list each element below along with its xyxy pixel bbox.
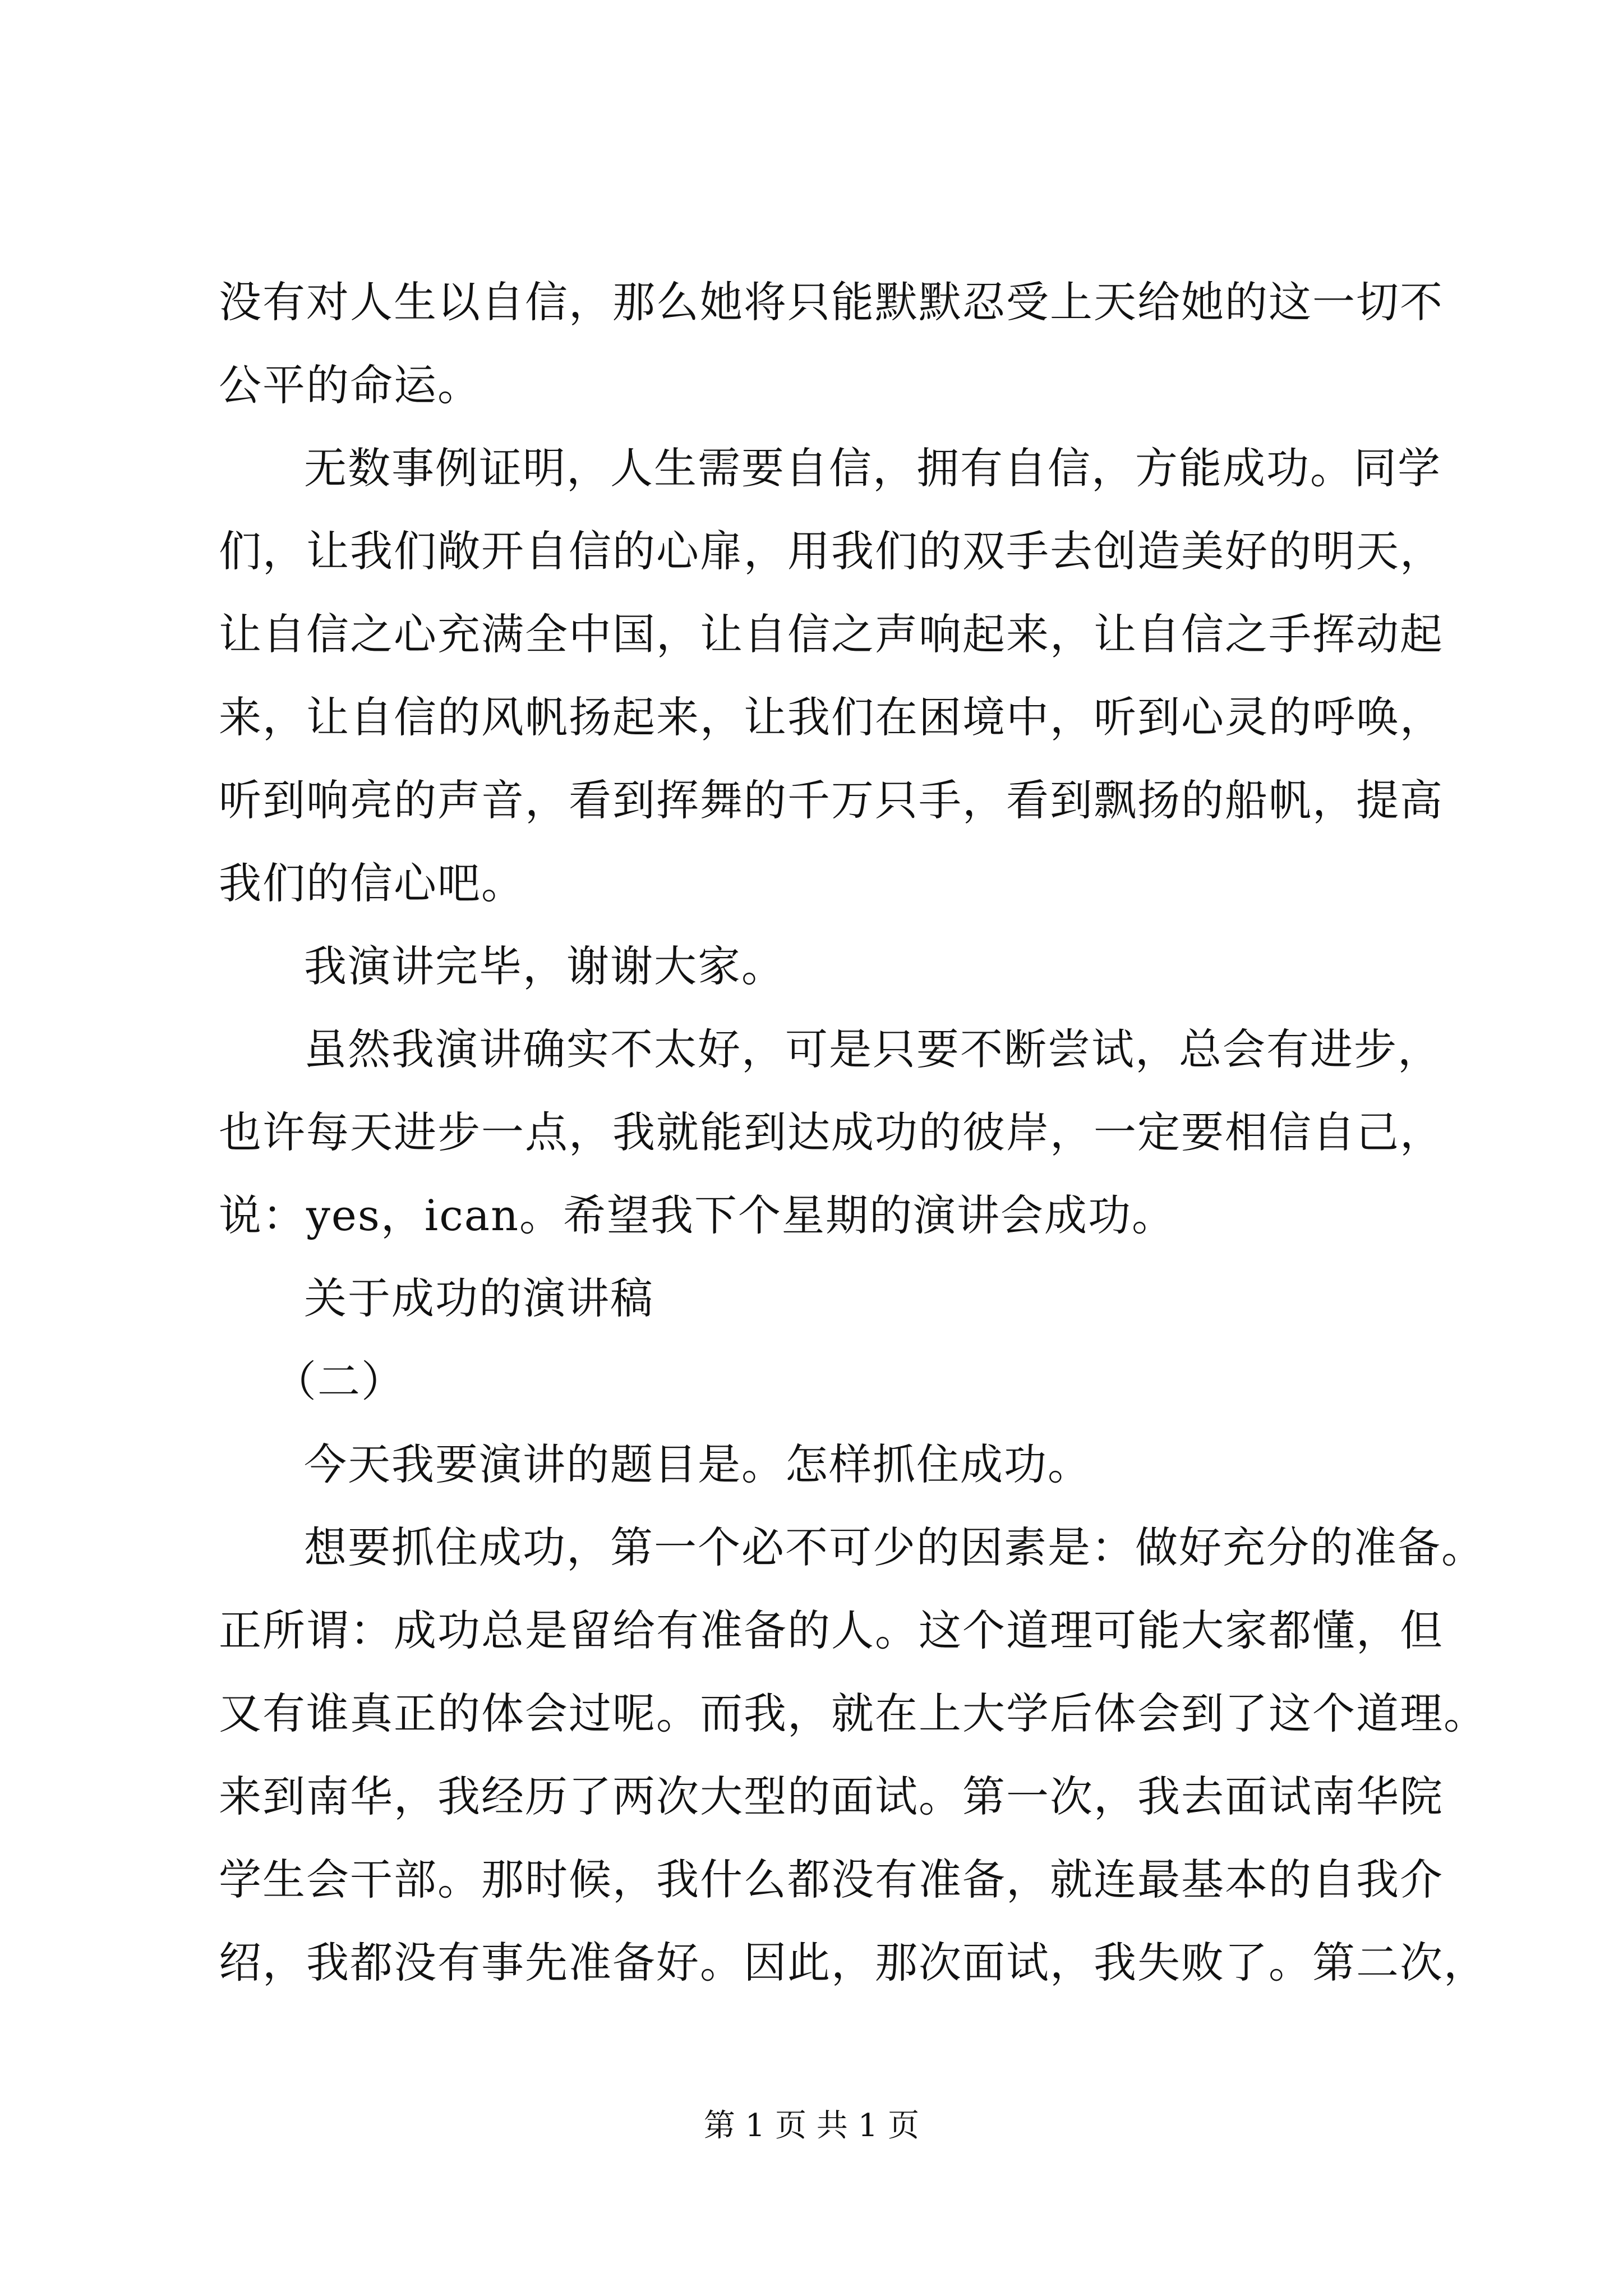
text-line: 绍，我都没有事先准备好。因此，那次面试，我失败了。第二次， bbox=[219, 1938, 1487, 1987]
text-line: 今天我要演讲的题目是。怎样抓住成功。 bbox=[304, 1439, 1091, 1489]
text-line: 虽然我演讲确实不太好，可是只要不断尝试，总会有进步， bbox=[304, 1024, 1441, 1074]
section-heading: 关于成功的演讲稿 bbox=[304, 1273, 654, 1323]
text-line: 说：yes，ican。希望我下个星期的演讲会成功。 bbox=[219, 1190, 1176, 1240]
text-line: 无数事例证明，人生需要自信，拥有自信，方能成功。同学 bbox=[304, 443, 1441, 493]
text-line: 来，让自信的风帆扬起来，让我们在困境中，听到心灵的呼唤， bbox=[219, 692, 1444, 742]
text-line: 我演讲完毕，谢谢大家。 bbox=[304, 941, 785, 991]
text-line: 公平的命运。 bbox=[219, 360, 481, 410]
text-line: 让自信之心充满全中国，让自信之声响起来，让自信之手挥动起 bbox=[219, 609, 1444, 659]
text-line: 想要抓住成功，第一个必不可少的因素是：做好充分的准备。 bbox=[304, 1522, 1485, 1572]
text-line: 们，让我们敞开自信的心扉，用我们的双手去创造美好的明天， bbox=[219, 526, 1444, 576]
text-line: 我们的信心吧。 bbox=[219, 858, 525, 908]
text-line: 又有谁真正的体会过呢。而我，就在上大学后体会到了这个道理。 bbox=[219, 1688, 1487, 1738]
text-line: 学生会干部。那时候，我什么都没有准备，就连最基本的自我介 bbox=[219, 1855, 1444, 1904]
text-line: 没有对人生以自信，那么她将只能默默忍受上天给她的这一切不 bbox=[219, 277, 1444, 327]
text-line: 正所谓：成功总是留给有准备的人。这个道理可能大家都懂，但 bbox=[219, 1605, 1444, 1655]
section-subheading: （二） bbox=[274, 1356, 405, 1406]
text-line: 也许每天进步一点，我就能到达成功的彼岸，一定要相信自己， bbox=[219, 1107, 1444, 1157]
page-number-label: 第 1 页 共 1 页 bbox=[703, 2108, 920, 2144]
document-body bbox=[219, 261, 1487, 2004]
page-footer bbox=[0, 2104, 1623, 2148]
text-line: 听到响亮的声音，看到挥舞的千万只手，看到飘扬的船帆，提高 bbox=[219, 775, 1444, 825]
text-line: 来到南华，我经历了两次大型的面试。第一次，我去面试南华院 bbox=[219, 1772, 1444, 1821]
